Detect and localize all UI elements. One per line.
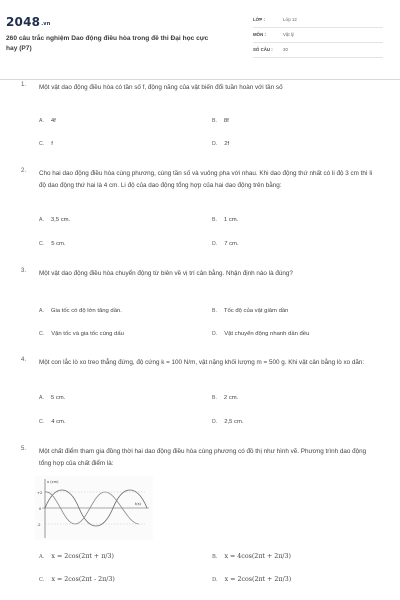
option-b[interactable]: B. 2 cm. — [212, 395, 239, 401]
y-axis-label: x (cm) — [47, 480, 59, 484]
document-meta — [253, 16, 383, 61]
option-d[interactable]: D. 7 cm. — [212, 241, 239, 247]
option-b[interactable]: B. x = 4cos(2πt + 2π/3) — [212, 553, 291, 560]
site-logo[interactable]: 2048.vn — [6, 15, 51, 29]
y-tick-label: -2 — [37, 523, 41, 527]
option-d[interactable]: D. Vật chuyển động nhanh dần đều — [212, 331, 310, 337]
meta-subject-row — [253, 31, 383, 43]
option-d[interactable]: D. 2,5 cm. — [212, 419, 244, 425]
y-tick-label: +2 — [37, 491, 43, 495]
meta-value: Vật lý — [283, 32, 294, 37]
option-a[interactable]: A. 5 cm. — [39, 395, 66, 401]
option-a[interactable]: A. x = 2cos(2πt + π/3) — [39, 553, 114, 560]
question-text: Một vật dao động điều hòa có tần số f, động năng của vật biến đổi tuần hoàn với tần số — [39, 84, 283, 91]
option-c[interactable]: C. Vận tốc và gia tốc cùng dấu — [39, 331, 124, 337]
option-c[interactable]: C. f — [39, 141, 53, 147]
question-number: 1. — [21, 82, 27, 88]
question-number: 3. — [21, 268, 27, 274]
option-a[interactable]: A. 4f — [39, 118, 56, 124]
meta-value: 30 — [283, 47, 288, 52]
meta-class-row — [253, 16, 383, 28]
meta-key: LỚP : — [253, 17, 265, 22]
question-number: 5. — [21, 446, 27, 452]
option-c[interactable]: C. 4 cm. — [39, 419, 66, 425]
option-b[interactable]: B. Tốc độ của vật giảm dần — [212, 308, 289, 314]
option-b[interactable]: B. 1 cm. — [212, 217, 239, 223]
question-number: 2. — [21, 168, 27, 174]
document-title: 260 câu trắc nghiệm Dao động điều hòa trong đề thi Đại học cực hay (P7) — [6, 35, 209, 52]
option-b[interactable]: B. 8f — [212, 118, 229, 124]
question-number: 4. — [21, 357, 27, 363]
meta-value: Lớp 12 — [283, 17, 297, 22]
y-tick-label: 0 — [39, 507, 42, 511]
option-a[interactable]: A. 3,5 cm. — [39, 217, 71, 223]
option-d[interactable]: D. 2f — [212, 141, 230, 147]
x-axis-label: t(s) — [135, 502, 142, 506]
option-a[interactable]: A. Gia tốc có độ lớn tăng dần. — [39, 308, 122, 314]
oscillation-graph — [35, 476, 153, 540]
meta-count-row — [253, 46, 383, 58]
option-d[interactable]: D. x = 2cos(2πt + 2π/3) — [212, 576, 292, 583]
meta-key: MÔN : — [253, 32, 266, 37]
question-text: Một vật dao động điều hòa chuyển động từ biên về vị trí cân bằng. Nhận định nào là đúng? — [39, 270, 293, 277]
question-text: Cho hai dao động điều hòa cùng phương, cùng tần số và vuông pha với nhau. Khi dao động thứ nhất có li độ 3 cm thì li độ dao động thứ hai là 4 cm. Li độ của dao động tổng hợp của hai dao động trên bằng: — [39, 170, 373, 189]
question-text: Một con lắc lò xo treo thẳng đứng, độ cứng k = 100 N/m, vật nặng khối lượng m = 500 g. Khi vật cân bằng lò xo dãn: — [39, 359, 365, 366]
question-text: Một chất điểm tham gia đồng thời hai dao động điều hòa cùng phương có đồ thị như hình vẽ. Phương trình dao động tổng hợp của chất điểm là: — [39, 448, 367, 467]
option-c[interactable]: C. 5 cm. — [39, 241, 66, 247]
option-c[interactable]: C. x = 2cos(2πt - 2π/3) — [39, 576, 115, 583]
header-divider — [0, 79, 400, 80]
document-header — [0, 0, 400, 80]
meta-key: SỐ CÂU : — [253, 47, 273, 52]
